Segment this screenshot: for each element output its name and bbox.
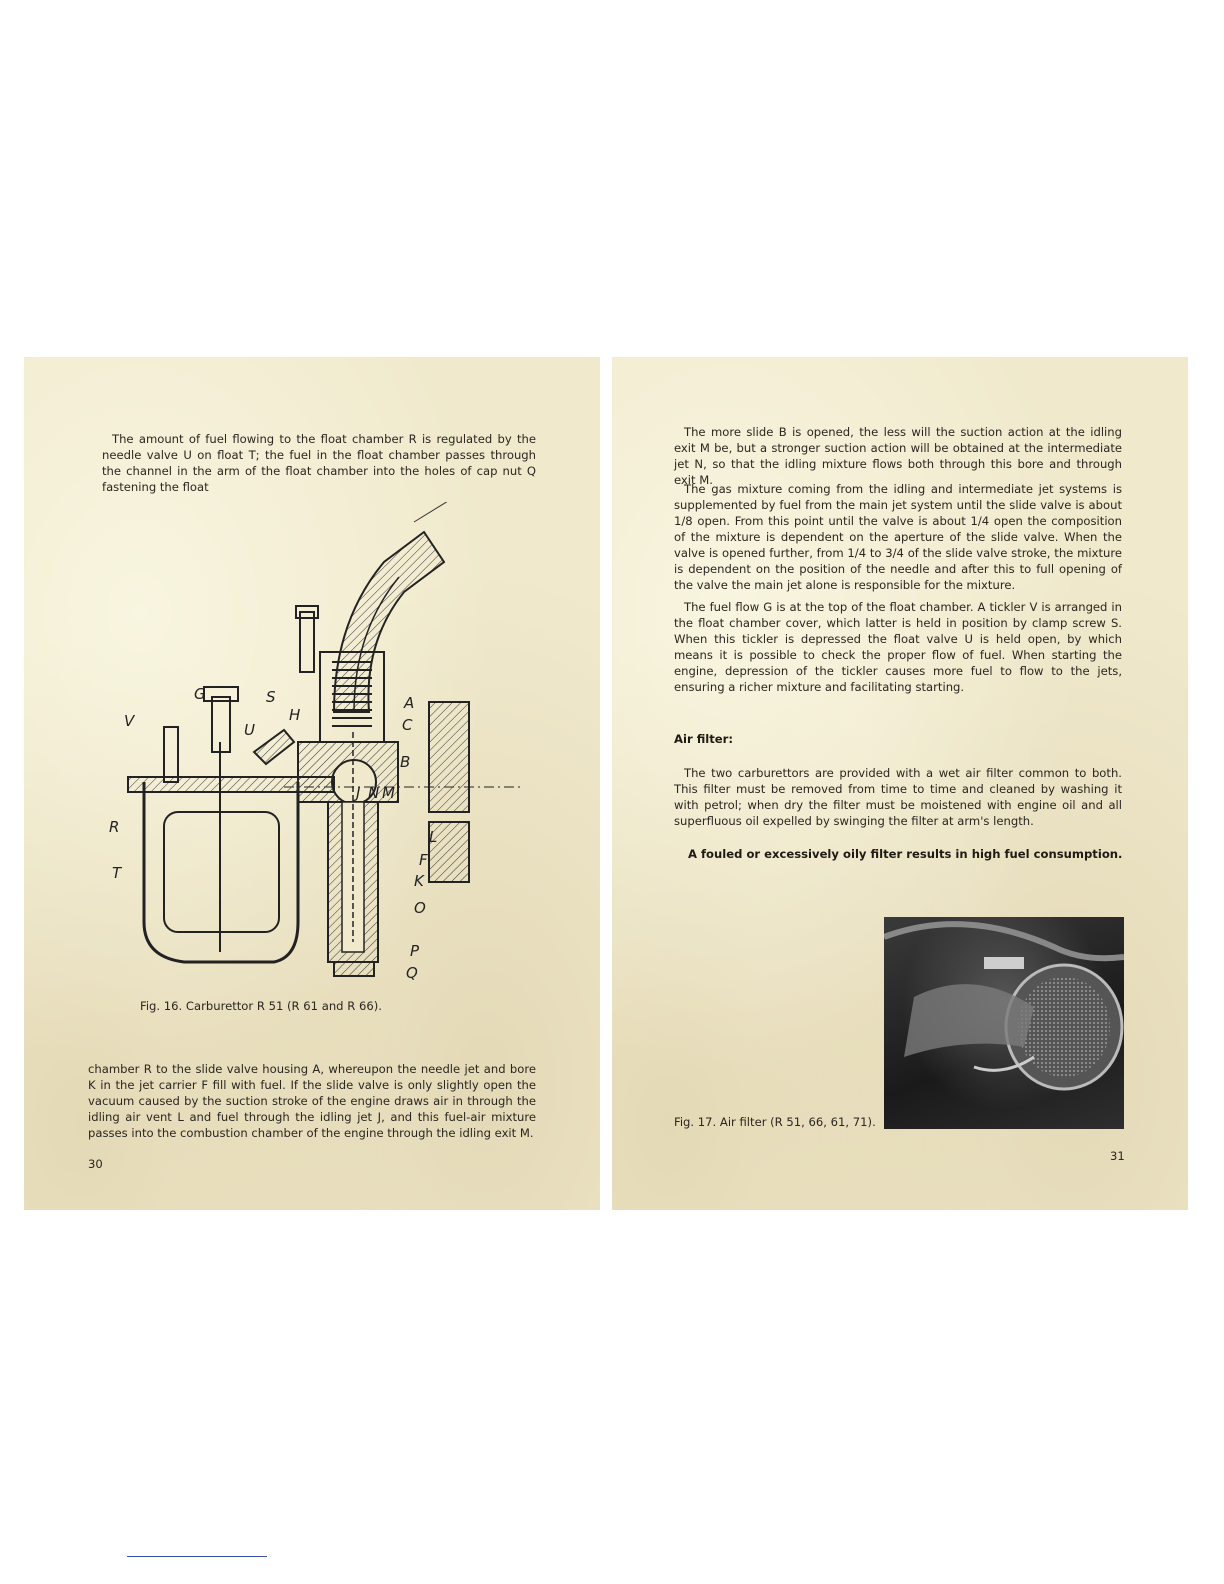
figure-label: P — [410, 942, 420, 960]
figure-17-caption: Fig. 17. Air filter (R 51, 66, 61, 71). — [674, 1115, 876, 1129]
intro-paragraph: The amount of fuel flowing to the float chamber R is regulated by the needle valve U on float T; the fuel in the float chamber passes through the channel in the arm of the float chamber into the holes of cap nut Q fastening the float — [102, 432, 536, 494]
figure-label: R — [109, 818, 120, 836]
figure-label: N — [368, 784, 380, 802]
continuation-paragraph: chamber R to the slide valve housing A, whereupon the needle jet and bore K in the jet carrier F fill with fuel. If the slide valve is only slightly open the vacuum caused by the suction stroke of the engine draws air in through the idling air vent L and fuel through the idling jet J, and this fuel-air mixture passes into the combustion chamber of the engine through the idling exit M. — [88, 1062, 536, 1140]
air-filter-paragraph: The two carburettors are provided with a wet air filter common to both. This filter must be removed from time to time and cleaned by washing it with petrol; when dry the filter must be moistened with engine oil and all superfluous oil expelled by swinging the filter at arm's length. — [674, 766, 1122, 828]
carburettor-diagram — [84, 502, 524, 982]
air-filter-image — [884, 917, 1124, 1129]
figure-label: G — [194, 685, 206, 703]
air-filter-photo — [884, 917, 1124, 1129]
figure-label: K — [414, 872, 424, 890]
left-page — [24, 357, 600, 1210]
warning-text: A fouled or excessively oily filter results in high fuel consumption. — [688, 847, 1123, 861]
figure-label: F — [419, 851, 428, 869]
figure-label: L — [429, 828, 438, 846]
figure-label: O — [414, 899, 426, 917]
figure-label: H — [289, 706, 301, 724]
figure-label: T — [112, 864, 122, 882]
page-number: 31 — [1110, 1149, 1125, 1163]
right-page — [612, 357, 1188, 1210]
footnote-rule — [127, 1556, 267, 1557]
figure-label: A — [404, 694, 415, 712]
figure-label: U — [244, 721, 255, 739]
figure-label: V — [124, 712, 135, 730]
figure-label: C — [402, 716, 413, 734]
figure-label: Q — [406, 964, 418, 982]
tickler-paragraph: The fuel flow G is at the top of the float chamber. A tickler V is arranged in the float chamber cover, which latter is held in position by clamp screw S. When this tickler is depressed the float valve U is held open, by which means it is possible to check the proper flow of fuel. When starting the engine, depression of the tickler causes more fuel to flow to the jets, ensuring a richer mixture and facilitating starting. — [674, 600, 1122, 694]
figure-label: M — [382, 784, 395, 802]
slide-paragraph: The more slide B is opened, the less will the suction action at the idling exit M be, but a stronger suction action will be obtained at the intermediate jet N, so that the idling mixture flows both through this bore and through exit M. — [674, 425, 1122, 487]
mixture-paragraph: The gas mixture coming from the idling and intermediate jet systems is supplemented by fuel from the main jet system until the slide valve is about 1/8 open. From this point until the valve is about 1/4 open the composition of the mixture is dependent on the aperture of the slide valve. When the valve is opened further, from 1/4 to 3/4 of the slide valve stroke, the mixture is dependent on the position of the needle and after this to full opening of the valve the main jet alone is responsible for the mixture. — [674, 482, 1122, 592]
figure-label: S — [266, 688, 276, 706]
figure-label: J — [356, 784, 361, 802]
figure-16-caption: Fig. 16. Carburettor R 51 (R 61 and R 66). — [140, 999, 382, 1013]
figure-label: B — [400, 753, 411, 771]
air-filter-heading: Air filter: — [674, 732, 734, 746]
page-number: 30 — [88, 1157, 103, 1171]
